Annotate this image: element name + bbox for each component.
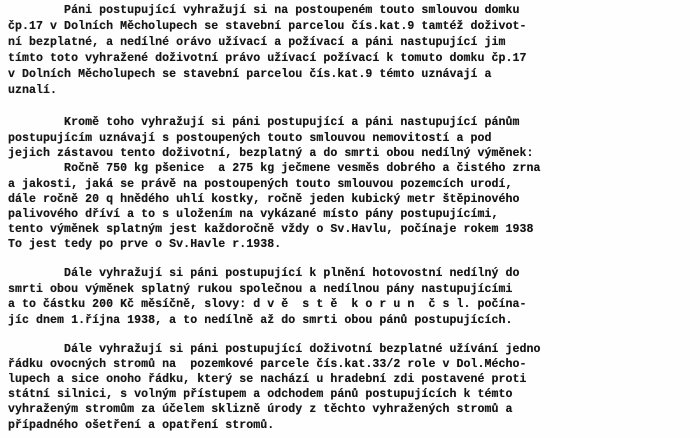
text-line: čp.17 v Dolních Měcholupech se stavební parcelou čís.kat.9 tamtéž doživot- bbox=[8, 20, 527, 33]
text-line: vyhraženým stromům za účelem sklizně úrody z těchto vyhražených stromů a bbox=[8, 403, 513, 416]
text-line: tento výměnek splatným jest každoročně vždy o Sv.Havlu, počínaje rokem 1938 bbox=[8, 223, 534, 236]
text-line: postupujícím uznávají s postoupených touto smlouvou nemovitostí a pod bbox=[8, 132, 492, 145]
text-line: v Dolních Měcholupech se stavební parcelou čís.kat.9 témto uznávají a bbox=[8, 68, 492, 81]
text-line: Ročně 750 kg pšenice a 275 kg ječmene vesměs dobrého a čistého zrna bbox=[8, 162, 541, 175]
text-line: a to částku 200 Kč měsíčně, slovy: d v ě s t ě k o r u n č s l. počína- bbox=[8, 298, 527, 311]
text-line: tímto toto vyhražené doživotní právo užívací požívací k tomuto domku čp.17 bbox=[8, 52, 527, 65]
text-line: jíc dnem 1.října 1938, a to nedílně až do smrti obou pánů postupujících. bbox=[8, 314, 513, 327]
text-line: jejich zástavou tento doživotní, bezplatný a do smrti obou nedílný výměnek: bbox=[8, 147, 534, 160]
text-line: Kromě toho vyhražují si páni postupující a páni nastupující pánům bbox=[8, 116, 520, 129]
text-line: státní silnici, s volným přístupem a odchodem pánů postupujících k témto bbox=[8, 388, 513, 401]
text-line: Dále vyhražují si páni postupující doživotní bezplatné užívání jedno bbox=[8, 343, 541, 356]
text-line: palivového dříví a to s uložením na vykázané místo pány postupujícími, bbox=[8, 208, 499, 221]
text-line: a jakosti, jaká se právě na postoupených touto smlouvou pozemcích urodí, bbox=[8, 178, 513, 191]
text-line: ní bezplatné, a nedílné orávo užívací a požívací a páni nastupující jim bbox=[8, 36, 506, 49]
text-line: smrti obou výměnek splatný rukou společnou a nedílnou pány nastupujícími bbox=[8, 283, 513, 296]
text-line: Páni postupující vyhražují si na postoupeném touto smlouvou domku bbox=[8, 4, 520, 17]
text-line: dále ročně 20 q hnědého uhlí kostky, ročně jeden kubický metr štěpinového bbox=[8, 193, 520, 206]
text-line: případného ošetření a opatření stromů. bbox=[8, 419, 275, 432]
text-line: To jest tedy po prve o Sv.Havle r.1938. bbox=[8, 238, 282, 251]
text-line: lupech a sice onoho řádku, který se nachází u hradební zdi postavené proti bbox=[8, 373, 527, 386]
text-line: uznalí. bbox=[8, 84, 58, 97]
text-line: řádku ovocných stromů na pozemkové parcele čís.kat.33/2 role v Dol.Mécho- bbox=[8, 358, 527, 371]
text-line: Dále vyhražují si páni postupující k plnění hotovostní nedílný do bbox=[8, 267, 520, 280]
